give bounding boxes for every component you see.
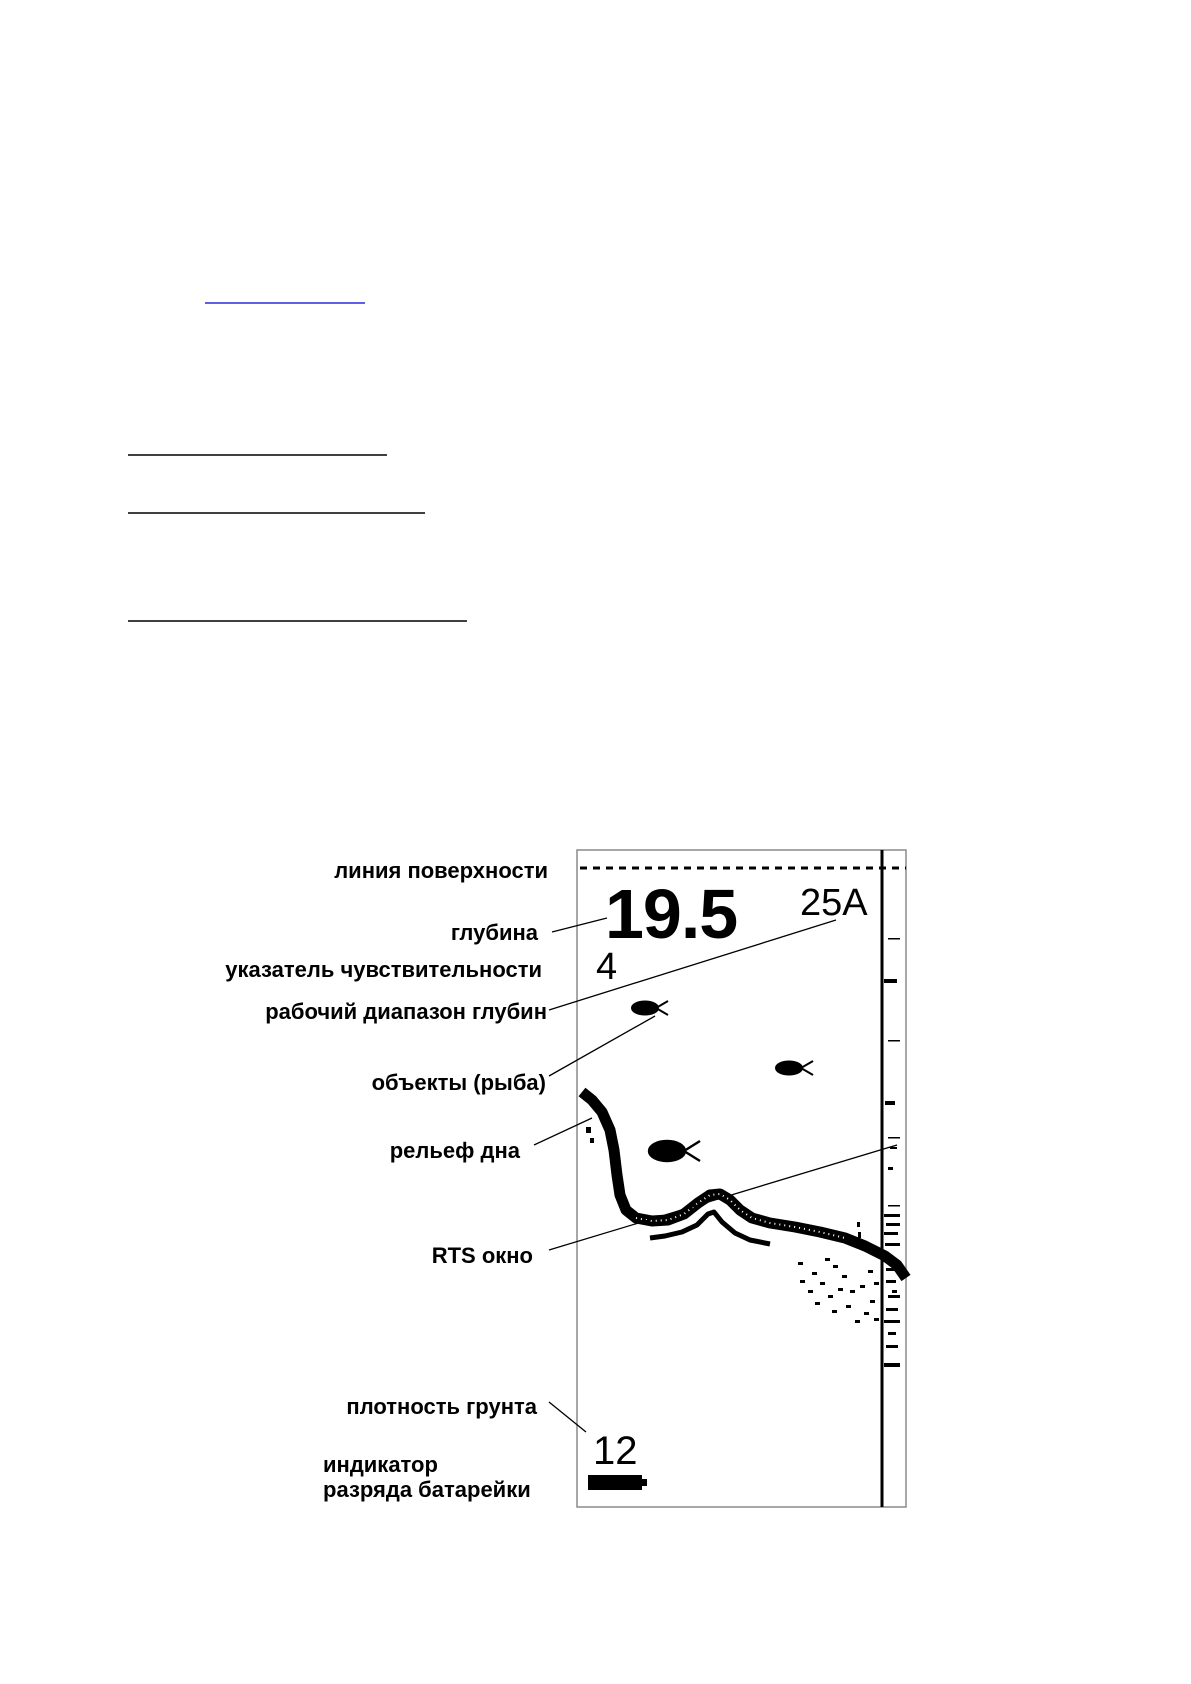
scale-tick <box>888 1167 893 1170</box>
leader-fish <box>549 1016 655 1076</box>
label-battery-line1: индикатор <box>323 1452 438 1477</box>
echo-dot <box>855 1320 860 1323</box>
scale-tick <box>884 1214 900 1217</box>
echo-dot <box>812 1272 817 1275</box>
fish-icon <box>632 1001 668 1015</box>
scale-tick <box>885 1101 895 1105</box>
scale-tick <box>888 1295 900 1298</box>
echo-dot <box>838 1288 843 1291</box>
echo-dot <box>860 1285 865 1288</box>
scale-tick <box>888 1205 900 1207</box>
echo-dot <box>808 1290 813 1293</box>
label-depth: глубина <box>450 920 538 945</box>
label-soil-density: плотность грунта <box>346 1394 537 1419</box>
label-fish: объекты (рыба) <box>371 1070 546 1095</box>
echo-dot <box>874 1282 879 1285</box>
label-bottom-relief: рельеф дна <box>389 1138 520 1163</box>
echo-dot <box>850 1290 855 1293</box>
scale-tick <box>884 1320 900 1323</box>
scale-tick <box>886 1308 898 1311</box>
rts-scale <box>884 938 900 1367</box>
echo-dot <box>833 1265 838 1268</box>
sensitivity-readout: 4 <box>596 946 618 988</box>
echo-dot <box>842 1275 847 1278</box>
scale-tick <box>886 1345 898 1348</box>
echo-dot <box>800 1280 805 1283</box>
scale-tick <box>888 1332 896 1335</box>
scale-tick <box>886 1223 900 1226</box>
label-surface-line: линия поверхности <box>334 858 548 883</box>
label-sensitivity: указатель чувствительности <box>225 957 542 982</box>
leader-depth <box>552 918 607 932</box>
scale-tick <box>888 1040 900 1042</box>
echo-fragment <box>586 1127 591 1133</box>
range-readout: 25A <box>800 882 868 924</box>
echo-dot <box>825 1258 830 1261</box>
scale-tick <box>884 1232 898 1235</box>
scale-tick <box>888 938 900 940</box>
fish-icon <box>776 1061 813 1075</box>
echo-dot <box>888 1258 894 1261</box>
soil-density-readout: 12 <box>593 1429 638 1473</box>
label-rts-window: RTS окно <box>431 1243 533 1268</box>
echo-dot <box>868 1270 873 1273</box>
leader-soil <box>549 1402 586 1432</box>
echo-fragment <box>858 1232 861 1238</box>
echo-dot <box>874 1318 879 1321</box>
scale-tick <box>885 1243 900 1246</box>
bottom-relief-band <box>582 1092 906 1278</box>
echo-dot <box>864 1312 869 1315</box>
scale-tick <box>886 1280 896 1283</box>
fish-icon <box>649 1141 700 1161</box>
leader-lines <box>534 918 897 1432</box>
echo-dot <box>870 1300 875 1303</box>
scale-tick <box>884 1363 900 1367</box>
scale-tick <box>888 1137 900 1139</box>
echo-dot <box>798 1262 803 1265</box>
echo-dot <box>892 1290 897 1293</box>
battery-icon <box>588 1475 647 1490</box>
echo-dot <box>846 1305 851 1308</box>
depth-readout: 19.5 <box>605 875 738 953</box>
echo-fragment <box>590 1138 594 1143</box>
echo-dot <box>815 1302 820 1305</box>
label-depth-range: рабочий диапазон глубин <box>265 999 547 1024</box>
echo-dot <box>820 1282 825 1285</box>
echo-dot <box>832 1310 837 1313</box>
echo-fragment <box>857 1222 860 1227</box>
leader-bottom <box>534 1118 592 1145</box>
echo-dot <box>828 1295 833 1298</box>
scale-tick <box>884 979 897 983</box>
label-battery-line2: разряда батарейки <box>323 1477 531 1502</box>
